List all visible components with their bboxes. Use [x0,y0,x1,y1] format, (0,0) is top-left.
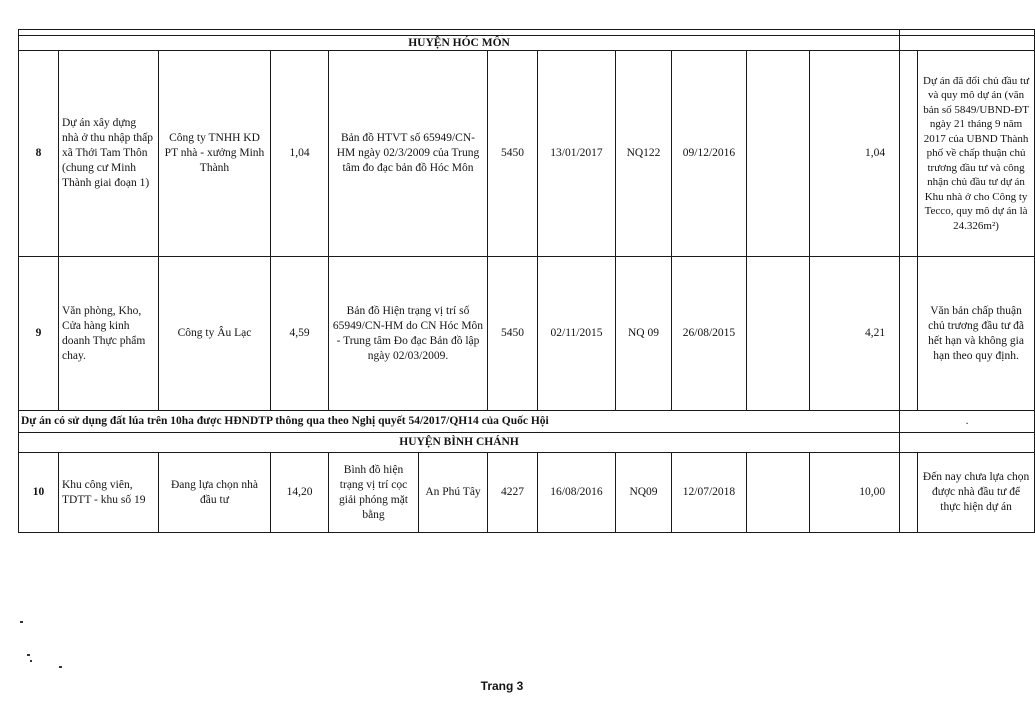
area-remaining-cell: 10,00 [810,453,900,533]
resolution-cell: NQ09 [616,453,672,533]
scan-speck [20,621,23,623]
project-name-cell: Khu công viên, TDTT - khu số 19 [59,453,159,533]
stt-cell: 9 [19,257,59,411]
area-cell: 4,59 [271,257,329,411]
stt-cell: 10 [19,453,59,533]
document-date-cell: 02/11/2015 [538,257,616,411]
table-row [19,257,1035,411]
area-remaining-cell: 4,21 [810,257,900,411]
resolution-date-cell: 12/07/2018 [672,453,747,533]
map-document-cell: Bản đồ Hiện trạng vị trí số 65949/CN-HM do CN Hóc Môn - Trung tâm Đo đạc Bản đồ lập ngày 02/03/2009. [329,257,488,411]
map-document-cell: Bình đồ hiện trạng vị trí cọc giải phóng mặt bằng [329,453,419,533]
document-date-cell: 13/01/2017 [538,51,616,257]
investor-cell: Công ty TNHH KD PT nhà - xưởng Minh Thành [159,51,271,257]
reason-cell: Văn bản chấp thuận chủ trương đầu tư đã hết hạn và không gia hạn theo quy định. [918,257,1035,411]
section-row-hoc-mon [19,36,1035,51]
table-row [19,51,1035,257]
section-row-binh-chanh [19,433,1035,453]
reason-cell: Dự án đã đổi chủ đầu tư và quy mô dự án (văn bản số 5849/UBND-ĐT ngày 21 tháng 9 năm 2017 của UBND Thành phố về chấp thuận chủ trương đầu tư và công nhận chủ đầu tư dự án Khu nhà ở cho Công ty Tecco, quy mô dự án là 24.326m²) [918,51,1035,257]
spacer-cell [900,257,918,411]
page-number: Trang 3 [480,679,524,693]
stt-cell: 8 [19,51,59,257]
document-number-cell: 4227 [488,453,538,533]
project-name-cell: Dự án xây dựng nhà ở thu nhập thấp xã Thới Tam Thôn (chung cư Minh Thành giai đoạn 1) [59,51,159,257]
section-title-binh-chanh: HUYỆN BÌNH CHÁNH [19,433,900,453]
note-mark: . [900,411,1035,433]
resolution-cell: NQ 09 [616,257,672,411]
spacer-cell [900,453,918,533]
resolution-cell: NQ122 [616,51,672,257]
note-text: Dự án có sử dụng đất lúa trên 10ha được HĐNDTP thông qua theo Nghị quyết 54/2017/QH14 của Quốc Hội [19,411,900,433]
investor-cell: Đang lựa chọn nhà đầu tư [159,453,271,533]
table-row [19,453,1035,533]
extra-cell [747,257,810,411]
reason-cell: Đến nay chưa lựa chọn được nhà đầu tư để thực hiện dự án [918,453,1035,533]
document-number-cell: 5450 [488,257,538,411]
scan-speck [59,666,62,668]
section-title-hoc-mon: HUYỆN HÓC MÔN [19,36,900,51]
document-date-cell: 16/08/2016 [538,453,616,533]
area-remaining-cell: 1,04 [810,51,900,257]
investor-cell: Công ty Âu Lạc [159,257,271,411]
spacer-cell [900,51,918,257]
project-name-cell: Văn phòng, Kho, Cửa hàng kinh doanh Thực phẩm chay. [59,257,159,411]
scan-speck [27,654,30,656]
extra-cell [747,51,810,257]
resolution-date-cell: 09/12/2016 [672,51,747,257]
resolution-date-cell: 26/08/2015 [672,257,747,411]
note-row [19,411,1035,433]
area-cell: 14,20 [271,453,329,533]
document-number-cell: 5450 [488,51,538,257]
area-cell: 1,04 [271,51,329,257]
location-cell: An Phú Tây [419,453,488,533]
scan-speck [30,660,32,662]
map-document-cell: Bản đồ HTVT số 65949/CN-HM ngày 02/3/2009 của Trung tâm đo đạc bản đồ Hóc Môn [329,51,488,257]
project-table [18,29,1035,533]
extra-cell [747,453,810,533]
